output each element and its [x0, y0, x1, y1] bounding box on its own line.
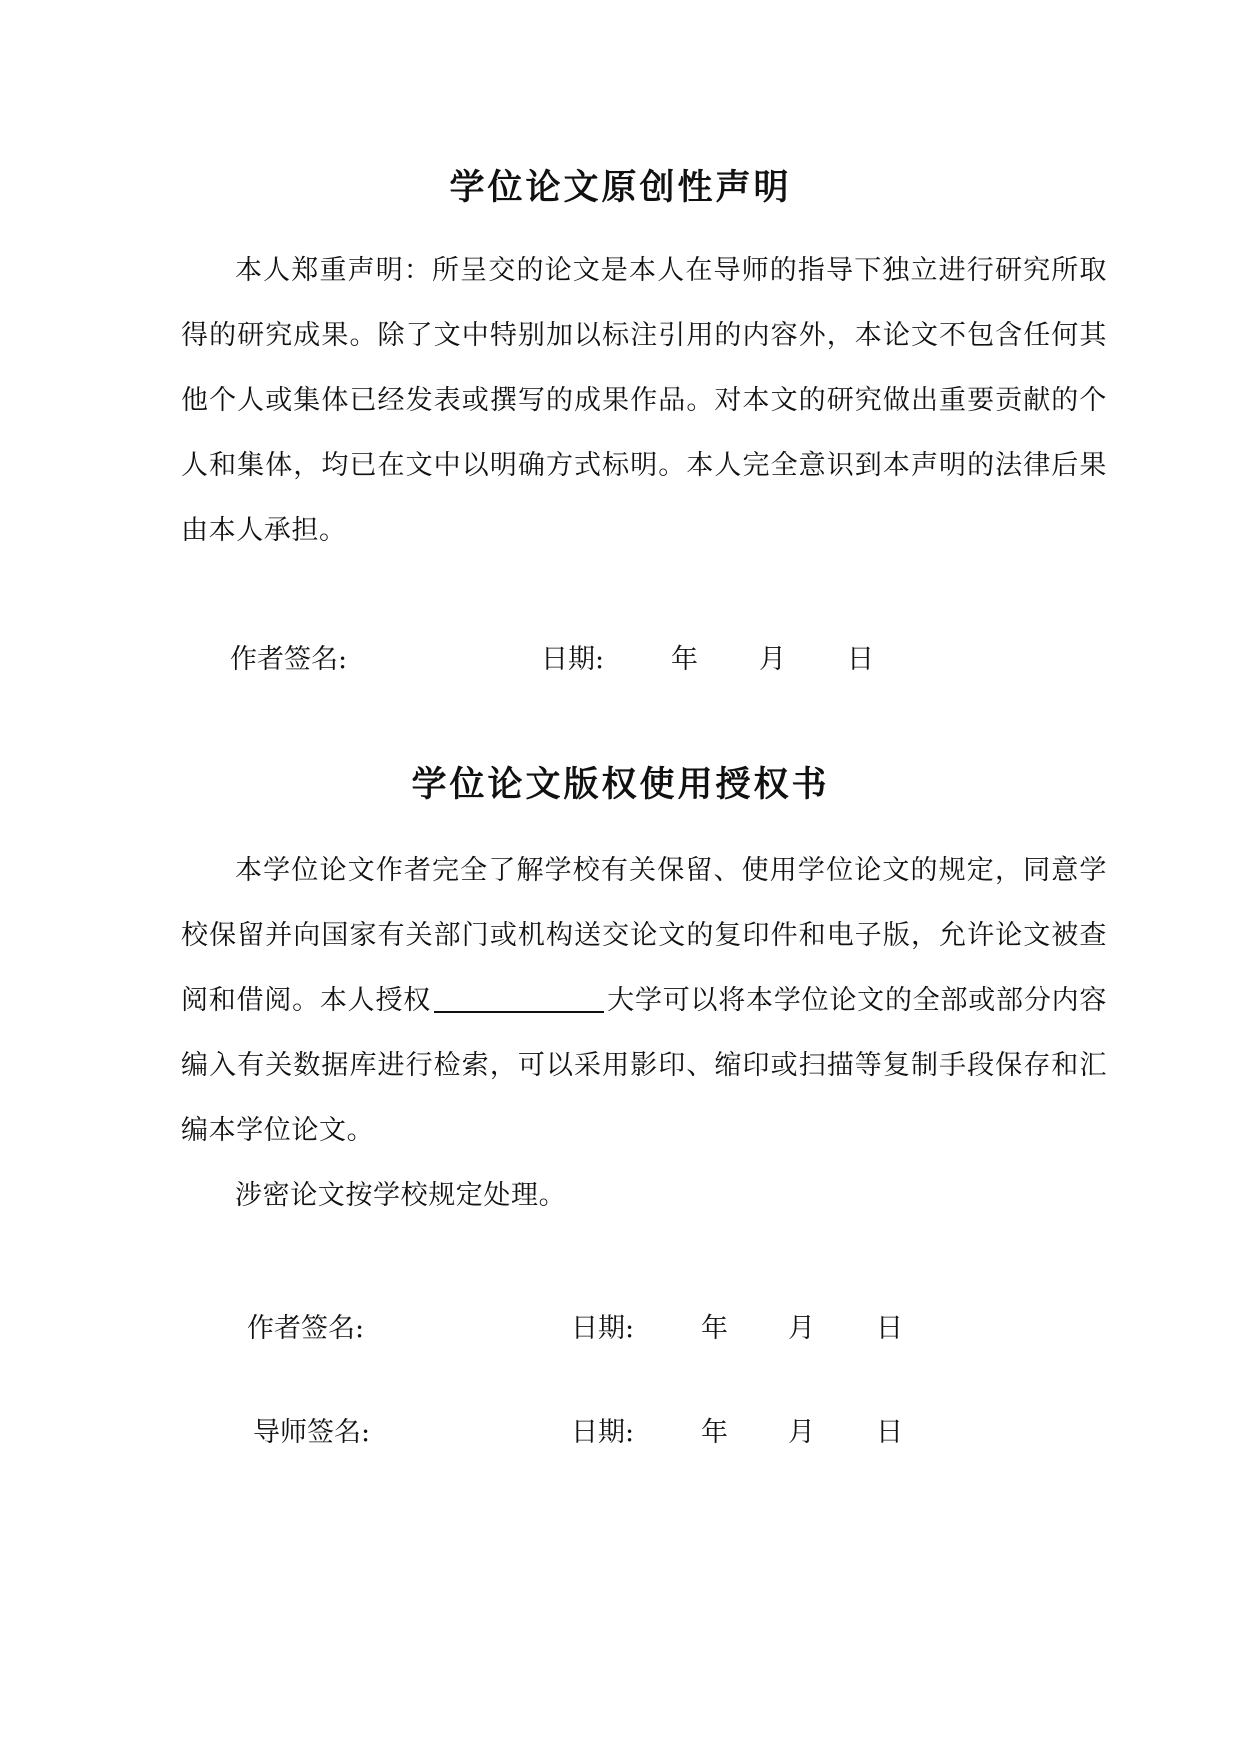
authorization-supervisor-date-label: 日期:: [571, 1417, 635, 1448]
authorization-paragraph-2: 涉密论文按学校规定处理。: [235, 1180, 567, 1211]
authorization-supervisor-day-label: 日: [876, 1417, 903, 1448]
declaration-body: [181, 238, 1107, 563]
declaration-month-label: 月: [759, 644, 786, 675]
authorization-author-day-label: 日: [876, 1313, 903, 1344]
authorization-text-before-blank: 本学位论文作者完全了解学校有关保留、使用学位论文的规定，同意学校保留并向国家有关部门或机构送交论文的复印件和电子版，允许论文被查阅和借阅。本人授权: [181, 855, 1107, 1016]
authorization-author-month-label: 月: [788, 1313, 815, 1344]
authorization-paragraph-1: [181, 838, 1107, 1163]
authorization-author-year-label: 年: [701, 1313, 728, 1344]
authorization-title: 学位论文版权使用授权书: [411, 765, 830, 805]
authorization-supervisor-sign-label: 导师签名:: [253, 1417, 371, 1448]
declaration-paragraph: 本人郑重声明：所呈交的论文是本人在导师的指导下独立进行研究所取得的研究成果。除了文中特别加以标注引用的内容外，本论文不包含任何其他个人或集体已经发表或撰写的成果作品。对本文的研究做出重要贡献的个人和集体，均已在文中以明确方式标明。本人完全意识到本声明的法律后果由本人承担。: [181, 255, 1107, 546]
declaration-title: 学位论文原创性声明: [449, 168, 792, 208]
authorization-supervisor-year-label: 年: [701, 1417, 728, 1448]
declaration-day-label: 日: [847, 644, 874, 675]
university-name-blank[interactable]: [434, 981, 604, 1013]
authorization-author-date-label: 日期:: [571, 1313, 635, 1344]
authorization-body: [181, 838, 1107, 1228]
authorization-author-sign-label: 作者签名:: [247, 1313, 365, 1344]
declaration-year-label: 年: [671, 644, 698, 675]
authorization-supervisor-month-label: 月: [788, 1417, 815, 1448]
declaration-date-label: 日期:: [541, 644, 605, 675]
authorization-text-after-blank: 大学可以将本学位论文的全部或部分内容编入有关数据库进行检索，可以采用影印、缩印或扫描等复制手段保存和汇编本学位论文。: [181, 985, 1107, 1146]
declaration-author-sign-label: 作者签名:: [230, 644, 348, 675]
